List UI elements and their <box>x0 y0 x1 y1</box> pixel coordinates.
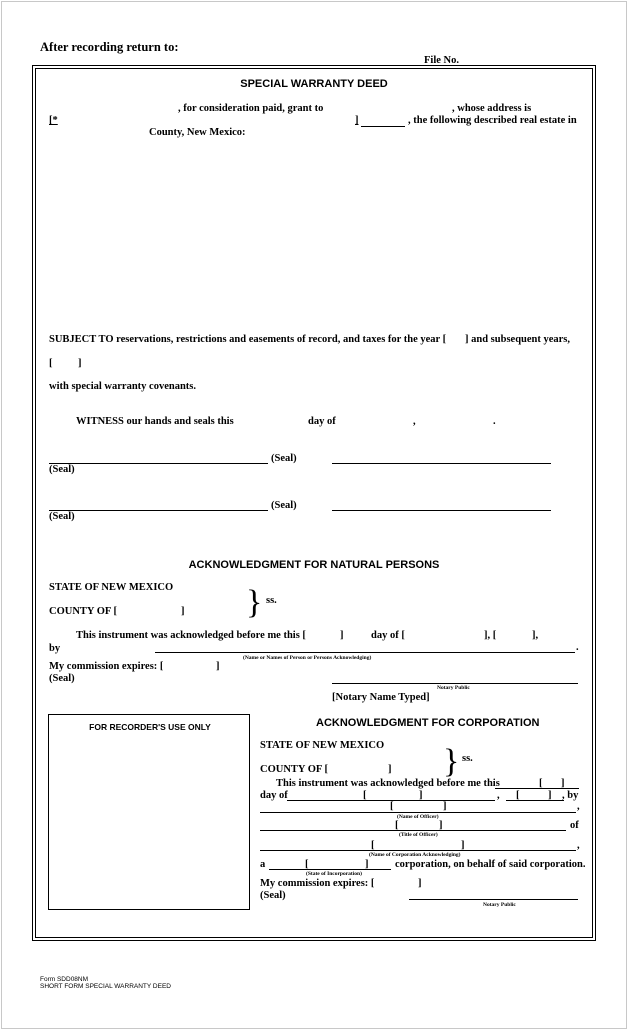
seal-label: (Seal) <box>260 890 286 901</box>
by-label: by <box>49 643 61 654</box>
by-label: , by <box>562 790 579 801</box>
brace-icon: } <box>246 584 263 621</box>
seal-label: (Seal) <box>49 673 75 684</box>
corporation-text: corporation, on behalf of said corporation. <box>395 859 586 870</box>
notary-public-caption: Notary Public <box>483 902 516 908</box>
inc-caption: (State of Incorporation) <box>306 871 362 877</box>
seal-label: (Seal) <box>49 464 75 475</box>
commission-bracket-close: ] <box>418 878 422 889</box>
bracket-open: [ <box>390 801 394 812</box>
form-number: Form SDD08NM <box>40 976 89 983</box>
deed-title: SPECIAL WARRANTY DEED <box>240 78 388 90</box>
year-line <box>506 800 564 801</box>
form-name: SHORT FORM SPECIAL WARRANTY DEED <box>40 983 171 990</box>
bracket-open: [ <box>516 790 520 801</box>
brace-icon: } <box>443 743 460 780</box>
state-label: STATE OF NEW MEXICO <box>49 582 174 593</box>
of-label: of <box>570 820 579 831</box>
witness-period: . <box>493 416 496 427</box>
names-period: . <box>576 642 579 653</box>
county-bracket-close: ] <box>388 764 392 775</box>
county-text: County, New Mexico: <box>149 127 246 138</box>
signature-line-3 <box>49 510 268 511</box>
notary-line <box>332 683 578 684</box>
grantee-bracket: [* <box>49 115 58 126</box>
bracket-open: [ <box>49 358 53 369</box>
ss-label: ss. <box>266 595 277 606</box>
bracket-close: ] <box>548 790 552 801</box>
state-inc-line <box>269 869 391 870</box>
subject-to-text: SUBJECT TO reservations, restrictions and easements of record, and taxes for the year [ <box>49 334 447 345</box>
real-estate-text: , the following described real estate in <box>408 115 577 126</box>
ack-corp-title: ACKNOWLEDGMENT FOR CORPORATION <box>316 717 540 729</box>
corp-caption: (Name of Corporation Acknowledging) <box>369 852 461 858</box>
grant-text: , for consideration paid, grant to <box>178 103 324 114</box>
title-caption: (Title of Officer) <box>399 832 438 838</box>
bracket-close: ] <box>365 859 369 870</box>
instrument-text: This instrument was acknowledged before me this [ <box>76 630 306 641</box>
county-label: COUNTY OF [ <box>49 606 118 617</box>
witness-text: WITNESS our hands and seals this <box>76 416 234 427</box>
recorder-label: FOR RECORDER'S USE ONLY <box>89 722 211 732</box>
comma: , <box>577 840 580 851</box>
address-text: , whose address is <box>452 103 532 114</box>
seal-label: (Seal) <box>49 511 75 522</box>
grantee-line <box>361 126 405 127</box>
commission-label: My commission expires: [ <box>49 661 164 672</box>
covenants-text: with special warranty covenants. <box>49 381 196 392</box>
day-of-text: day of [ <box>371 630 405 641</box>
file-no-label: File No. <box>424 55 459 66</box>
day-of-text: day of <box>260 790 288 801</box>
recorder-use-box <box>48 714 250 910</box>
names-caption: (Name or Names of Person or Persons Acknowledging) <box>243 655 372 661</box>
instrument-bracket-close: ] <box>340 630 344 641</box>
day-of-text: day of <box>308 416 336 427</box>
bracket-close: ] <box>419 790 423 801</box>
ack-natural-title: ACKNOWLEDGMENT FOR NATURAL PERSONS <box>188 559 440 571</box>
officer-line <box>260 812 576 813</box>
signature-line-1 <box>49 463 268 464</box>
seal-label: (Seal) <box>271 453 297 464</box>
bracket-close: ] <box>443 801 447 812</box>
day-bracket: ], [ <box>484 630 497 641</box>
a-label: a <box>260 859 266 870</box>
instrument-text: This instrument was acknowledged before me this <box>276 778 500 789</box>
grantee-bracket-close: ] <box>355 115 359 126</box>
notary-line <box>409 899 578 900</box>
comma: , <box>577 801 580 812</box>
bracket-close: ] <box>78 358 82 369</box>
notary-public-caption: Notary Public <box>437 685 470 691</box>
bracket-open: [ <box>539 778 543 789</box>
names-line <box>155 652 575 653</box>
bracket-open: [ <box>363 790 367 801</box>
bracket-close: ] <box>561 778 565 789</box>
bracket-open: [ <box>395 820 399 831</box>
seal-label: (Seal) <box>271 500 297 511</box>
signature-line-4 <box>332 510 551 511</box>
bracket-close: ] <box>439 820 443 831</box>
notary-typed-label: [Notary Name Typed] <box>332 692 430 703</box>
county-label: COUNTY OF [ <box>260 764 329 775</box>
bracket-open: [ <box>371 840 375 851</box>
signature-line-2 <box>332 463 551 464</box>
day-line <box>495 788 579 789</box>
corporation-line <box>260 850 576 851</box>
comma: , <box>497 790 500 801</box>
bracket-close: ] <box>461 840 465 851</box>
state-label: STATE OF NEW MEXICO <box>260 740 385 751</box>
witness-comma: , <box>413 416 416 427</box>
commission-bracket-close: ] <box>216 661 220 672</box>
commission-label: My commission expires: [ <box>260 878 375 889</box>
officer-caption: (Name of Officer) <box>397 814 439 820</box>
year-bracket: ], <box>532 630 539 641</box>
ss-label: ss. <box>462 753 473 764</box>
county-bracket-close: ] <box>181 606 185 617</box>
subsequent-years-text: ] and subsequent years, <box>465 334 571 345</box>
title-line <box>260 830 566 831</box>
return-to-label: After recording return to: <box>40 40 179 54</box>
bracket-open: [ <box>305 859 309 870</box>
